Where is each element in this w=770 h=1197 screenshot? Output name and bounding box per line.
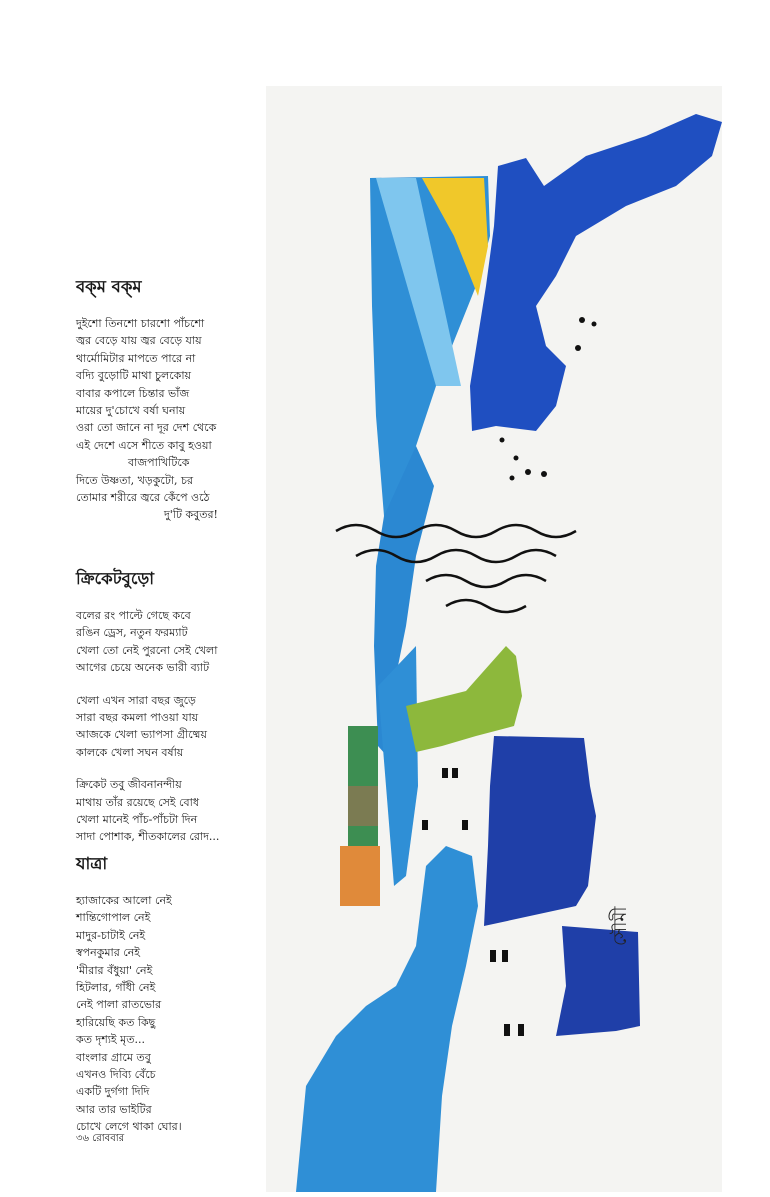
poem-line: একটি দুর্গগা দিদি <box>76 1085 150 1099</box>
poem-line: চোখে লেগে থাকা ঘোর। <box>76 1120 182 1134</box>
poem-line: বাবার কপালে চিন্তার ভাঁজ <box>76 386 190 400</box>
poem-line: খেলা এখন সারা বছর জুড়ে <box>76 693 196 707</box>
stanza <box>76 776 266 846</box>
poem-line: হারিয়েছি কত কিছু <box>76 1015 156 1029</box>
poem-jatra <box>76 851 266 1136</box>
poem-line: 'মীরার বঁধুয়া' নেই <box>76 963 153 977</box>
poem-line: হ্যাজাকের আলো নেই <box>76 894 172 907</box>
poem-cricketburo <box>76 566 266 861</box>
poem-title: বক্‌ম বক্‌ম <box>76 277 142 296</box>
poem-line: স্বপনকুমার নেই <box>76 946 141 960</box>
poem-line: সাদা পোশাক, শীতকালের রোদ... <box>76 830 220 844</box>
page-folio: ৩৬ রোববার <box>76 1133 125 1144</box>
poem-title: যাত্রা <box>76 854 108 873</box>
poem-line: ওরা তো জানে না দূর দেশ থেকে <box>76 421 217 435</box>
poem-line: বদ্যি বুড়োটি মাথা চুলকোয় <box>76 369 191 383</box>
poem-line: খেলা মানেই পাঁচ-পাঁচটা দিন <box>76 813 198 827</box>
poem-line: কত দৃশ্যই মৃত... <box>76 1033 145 1047</box>
poem-line: আর তার ভাইটির <box>76 1102 152 1116</box>
poem-line: ক্রিকেট তবু জীবনানন্দীয় <box>76 778 182 792</box>
poem-line: কালকে খেলা সঘন বর্ষায় <box>76 745 184 759</box>
poem-line: রঙিন ড্রেস, নতুন ফরম্যাট <box>76 626 188 640</box>
poem-line: সারা বছর কমলা পাওয়া যায় <box>76 711 199 725</box>
poem-line: বাংলার গ্রামে তবু <box>76 1050 151 1064</box>
stanza <box>76 607 266 677</box>
poem-line: খেলা তো নেই পুরনো সেই খেলা <box>76 643 218 657</box>
poem-bakam <box>76 274 266 524</box>
poem-line: বলের রং পাল্টে গেছে কবে <box>76 609 191 622</box>
poem-line: শান্তিগোপাল নেই <box>76 911 151 925</box>
poem-line: থার্মোমিটার মাপতে পারে না <box>76 351 196 365</box>
poem-line: মায়ের দু'চোখে বর্ষা ঘনায় <box>76 404 186 418</box>
poem-line: মাথায় তাঁর রয়েছে সেই বোধ <box>76 795 200 809</box>
poem-title: ক্রিকেটবুড়ো <box>76 569 155 588</box>
poem-line: তোমার শরীরে জ্বরে কেঁপে ওঠে <box>76 491 210 505</box>
poem-line: দুইশো তিনশো চারশো পাঁচশো <box>76 317 205 330</box>
poem-line: হিটলার, গাঁধী নেই <box>76 981 156 995</box>
poem-line: এই দেশে এসে শীতে কাবু হওয়া <box>76 438 212 452</box>
poem-line: নেই পালা রাতভোর <box>76 998 162 1012</box>
poem-line: মাদুর-চাটাই নেই <box>76 928 146 942</box>
artist-signature: সৌমী <box>610 906 631 946</box>
collage-navy-block-1 <box>484 736 596 926</box>
poem-line: দিতে উষ্ণতা, খড়কুটো, চর <box>76 473 194 487</box>
poem-line: আজকে খেলা ভ্যাপসা গ্রীষ্মেয় <box>76 728 207 742</box>
collage-artwork <box>266 86 722 1192</box>
poem-line: জ্বর বেড়ে যায় জ্বর বেড়ে যায় <box>76 334 202 348</box>
poem-line: দু'টি কবুতর! <box>164 508 218 522</box>
stanza <box>76 692 266 762</box>
poem-line: বাজপাখিটিকে <box>128 456 190 470</box>
poem-line: এখনও দিব্যি বেঁচে <box>76 1068 156 1082</box>
poem-line: আগের চেয়ে অনেক ভারী ব্যাট <box>76 661 210 675</box>
